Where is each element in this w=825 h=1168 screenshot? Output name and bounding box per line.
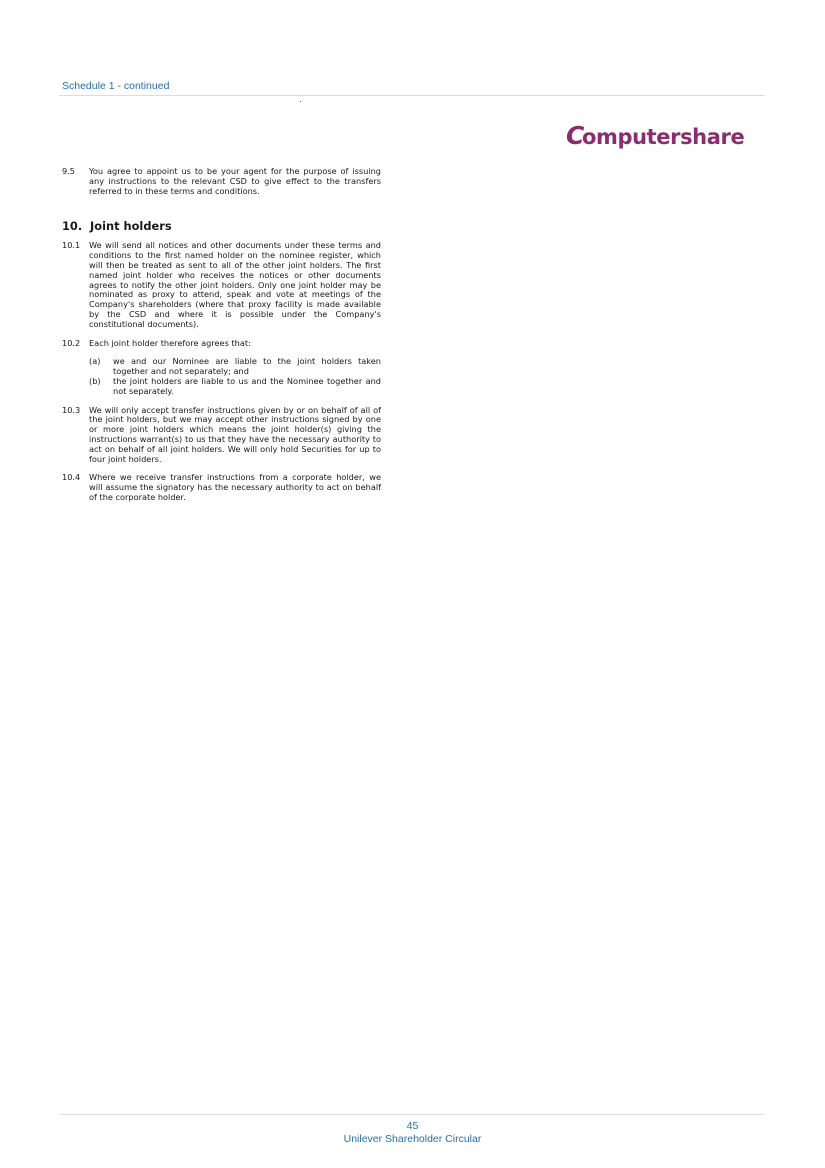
clause-text: Where we receive transfer instructions from a corporate holder, we will assume the signatory has the necessary authority to act on behalf of the corporate holder. [89,472,381,502]
clause-text: Each joint holder therefore agrees that: [89,337,251,348]
clause-number: 10.2 [62,337,81,348]
clause-10-4 [62,473,381,502]
clause-number: 9.5 [62,166,76,176]
clause-text: You agree to appoint us to be your agent for the purpose of issuing any instructions to the relevant CSD to give effect to the transfers referred to in these terms and conditions. [89,166,381,196]
section-title: Joint holders [90,219,172,234]
footer-divider [59,1114,765,1115]
document-title: Unilever Shareholder Circular [343,1133,482,1145]
list-item [89,377,381,397]
header-divider [59,95,765,96]
list-item-label: (a) [89,356,101,367]
list-item-text: the joint holders are liable to us and the Nominee together and not separately. [113,375,381,396]
clause-text: We will send all notices and other documents under these terms and conditions to the first named holder on the nominee register, which will then be treated as sent to all of the other joint holders. The first named joint holder who receives the notices or other documents agrees to notify the other joint holders. Only one joint holder may be nominated as proxy to attend, speak and vote at meetings of the Company's shareholders (where that proxy facility is made available by the CSD and where it is possible under the Company's constitutional documents). [89,240,381,329]
section-number: 10. [62,219,83,234]
list-item-label: (b) [89,375,101,386]
stray-mark [300,101,301,102]
clause-number: 10.1 [62,240,81,251]
document-body [62,167,381,503]
page-number: 45 [406,1120,419,1132]
clause-text: We will only accept transfer instructions given by or on behalf of all of the joint holders, but we may accept other instructions signed by one or more joint holders which means the joint holder(s) giving the instructions warrant(s) to us that they have the necessary authority to act on behalf of all joint holders. We will only hold Securities for up to four joint holders. [89,404,381,464]
clause-10-2 [62,339,381,349]
clause-9-5 [62,167,381,196]
list-item [89,357,381,377]
computershare-logo: Computershare [566,121,745,150]
clause-10-1 [62,241,381,329]
logo-c-mark: C [566,121,584,150]
list-item-text: we and our Nominee are liable to the joint holders taken together and not separately; and [113,356,381,377]
clause-10-3 [62,406,381,465]
section-heading-joint-holders [62,219,381,233]
running-header: Schedule 1 - continued [62,80,170,92]
clause-number: 10.4 [62,472,81,483]
clause-number: 10.3 [62,404,81,415]
